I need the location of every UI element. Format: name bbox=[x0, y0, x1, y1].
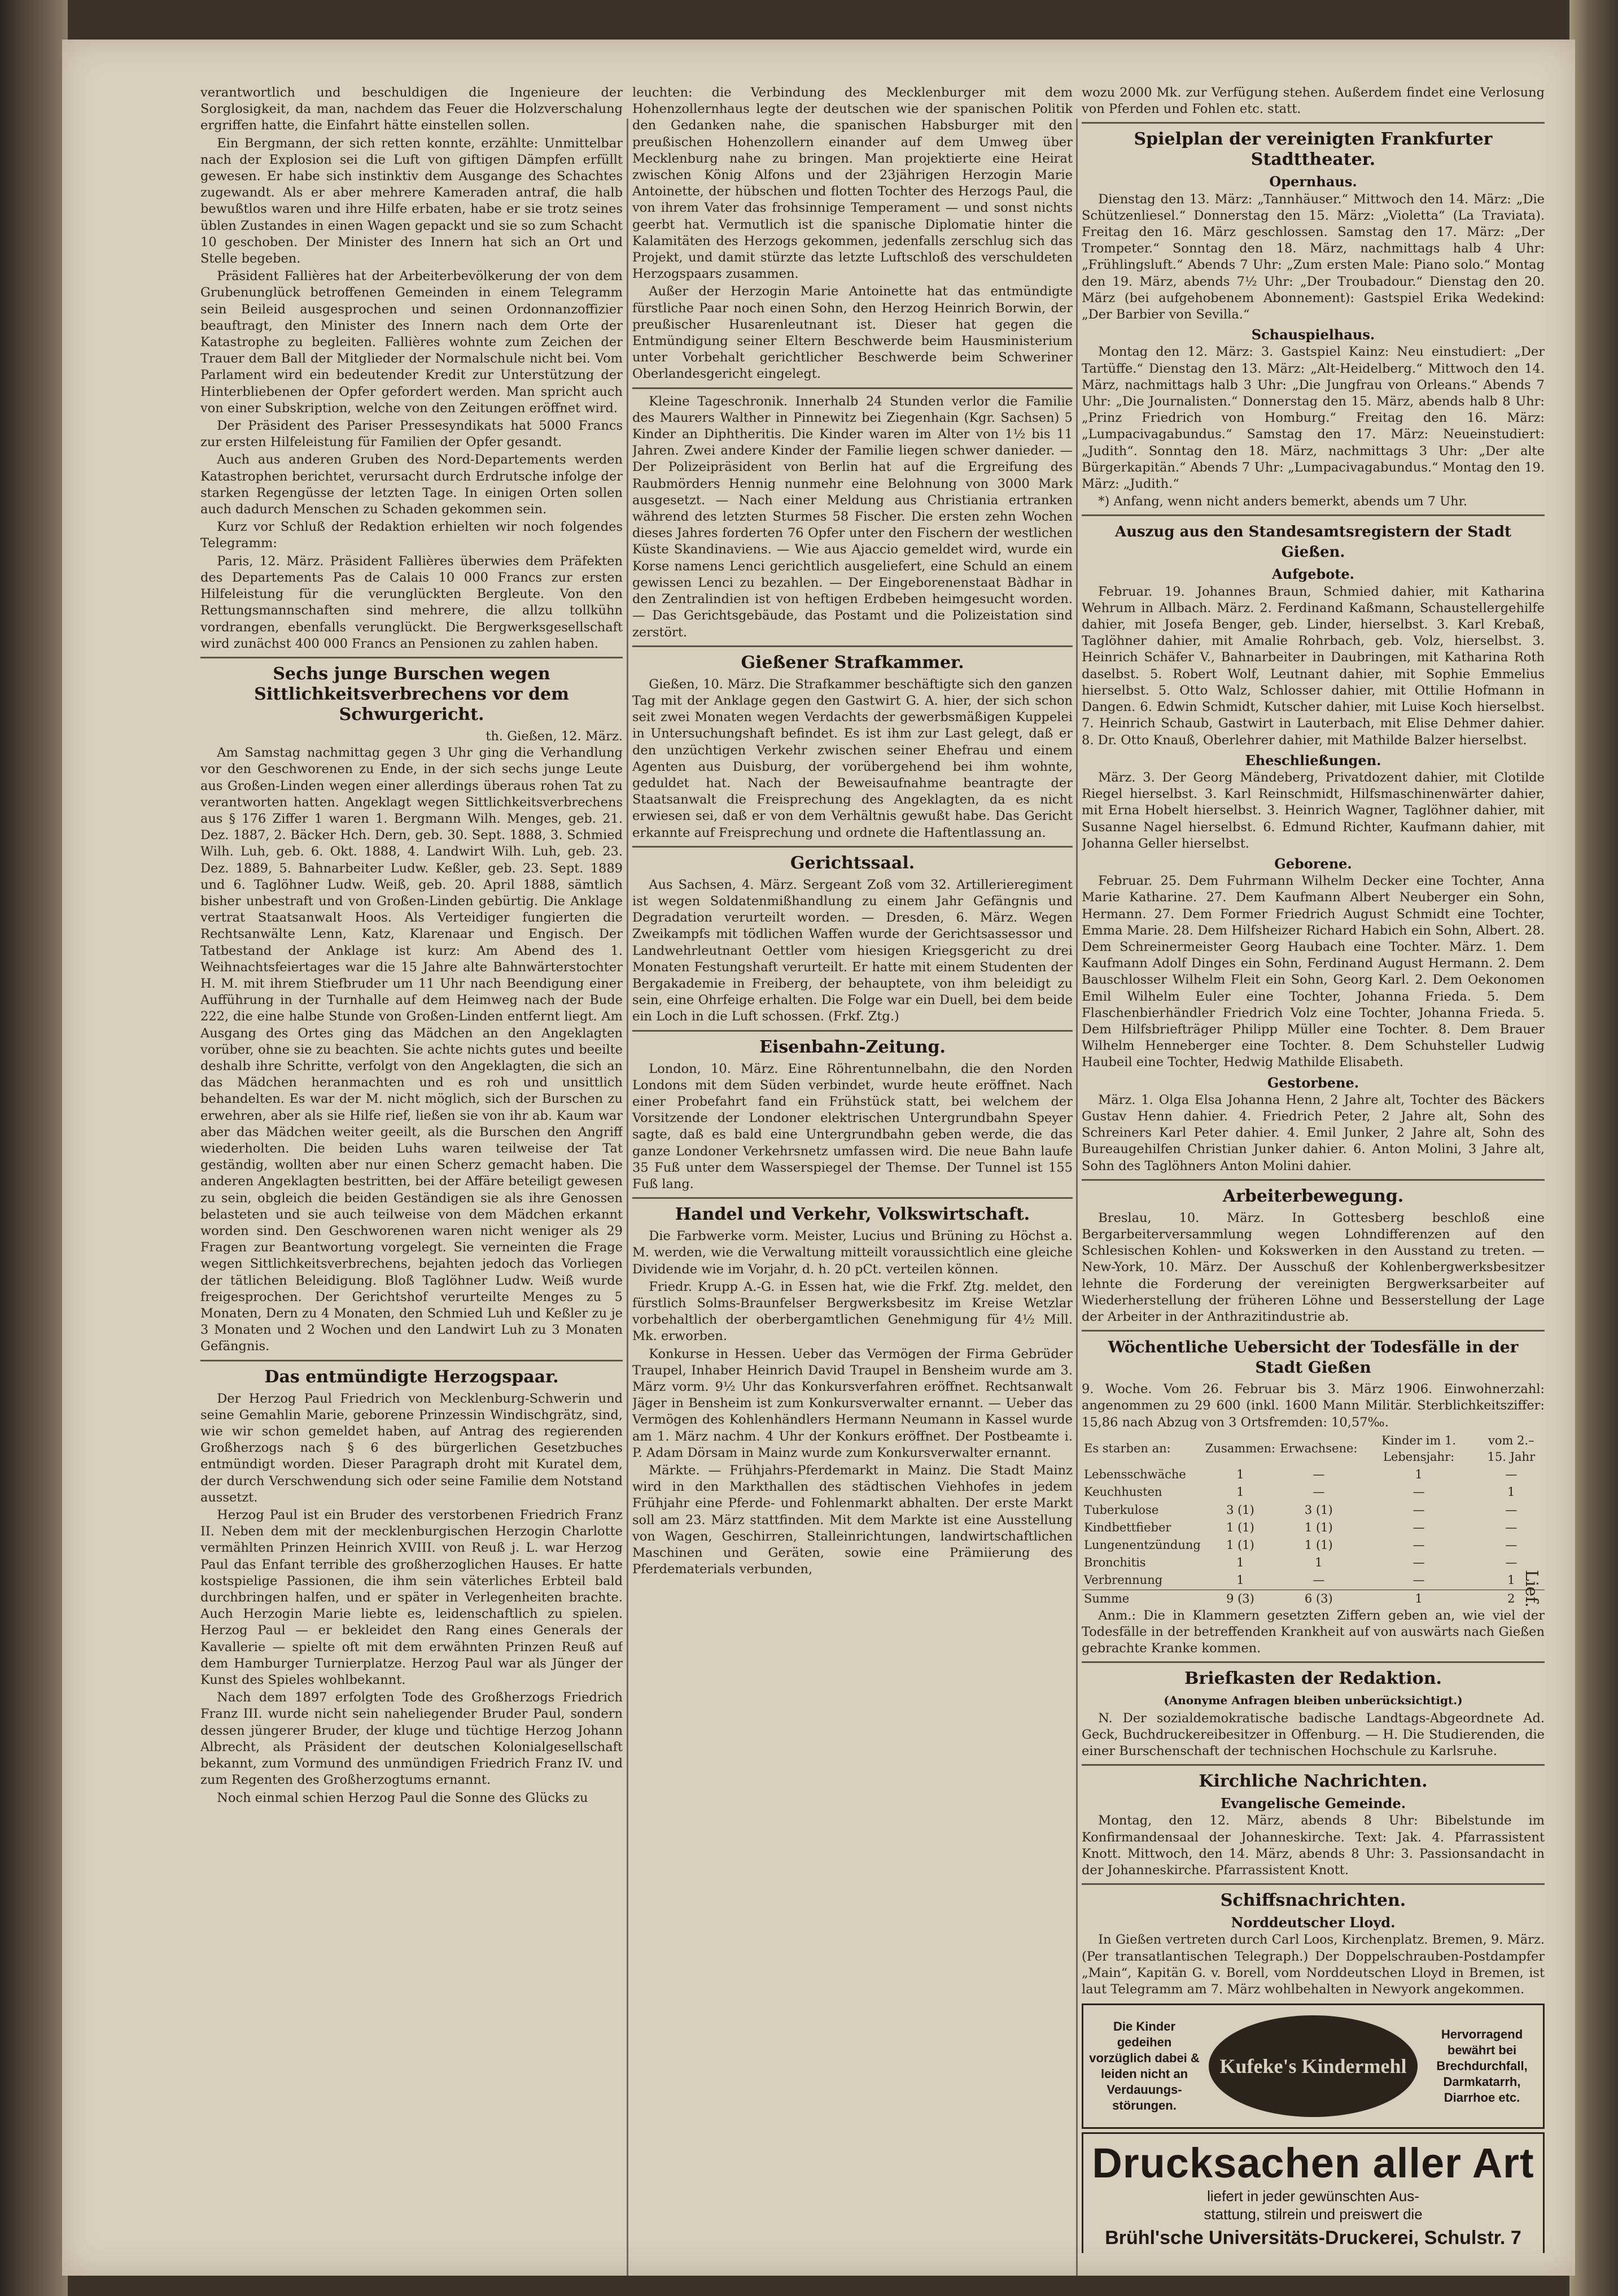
article-paragraph: Friedr. Krupp A.-G. in Essen hat, wie die Frkf. Ztg. meldet, den fürstlich Solms-Braunfelser Bergwerksbesitz im Kreise Wetzlar vorbehaltlich der oberbergamtlichen Genehmigung für 4½ Mill. Mk. erworben. bbox=[632, 1279, 1073, 1344]
table-note: Anm.: Die in Klammern gesetzten Ziffern geben an, wie viel der Todesfälle in der betreffenden Krankheit auf von auswärts nach Gießen gebrachte Kranke kommen. bbox=[1082, 1608, 1545, 1656]
table-header-cell: Kinder im 1. Lebensjahr: bbox=[1381, 1433, 1457, 1464]
section-rule bbox=[632, 846, 1073, 848]
article-paragraph: Aus Sachsen, 4. März. Sergeant Zoß vom 32. Artillerieregiment ist wegen Soldatenmißhandlung zu einem Jahr Gefängnis und Degradation verurteilt worden. — Dresden, 6. März. Wegen Zweikampfs mit tödlichen Waffen wurde der Gerichtsassessor und Landwehrleutnant Oettler vom hiesigen Kriegsgericht zu drei Monaten Festungshaft verurteilt. Er hatte mit einem Studenten der Bergakademie in Freiberg, der behauptete, von ihm beleidigt zu sein, eine Ohrfeige erhalten. Die Folge war ein Duell, bei dem beide ein Loch in die Luft schossen. (Frkf. Ztg.) bbox=[632, 877, 1073, 1024]
section-rule bbox=[632, 1197, 1073, 1199]
section-rule bbox=[1082, 1179, 1545, 1181]
headline-gerichtssaal: Gerichtssaal. bbox=[790, 853, 915, 873]
headline-todesfaelle: Wöchentliche Uebersicht der Todesfälle in der Stadt Gießen bbox=[1108, 1338, 1519, 1377]
table-cell: — bbox=[1413, 1485, 1425, 1499]
subhead-aufgebote: Aufgebote. bbox=[1272, 566, 1354, 583]
section-rule bbox=[1082, 1330, 1545, 1332]
article-paragraph: Ein Bergmann, der sich retten konnte, erzählte: Unmittelbar nach der Explosion sei die Luft von giftigen Dämpfen erfüllt gewesen. Er habe sich instinktiv dem Ausgange des Schachtes zugewandt. Als er aber mehrere Kameraden antraf, die halb bewußtlos waren und ihre Hilfe erbaten, habe er sie trotz seines üblen Zustandes in einen Wagen gepackt und sie so zum Schacht 10 geschoben. Der Minister des Innern hat sich an Ort und Stelle begeben. bbox=[200, 136, 623, 267]
todes-intro: 9. Woche. Vom 26. Februar bis 3. März 1906. Einwohnerzahl: angenommen zu 29 600 (inkl. 1600 Mann Militär. Sterblichkeitsziffer: 15,86 nach Abzug von 3 Ortsfremden: 10,57‰. bbox=[1082, 1382, 1545, 1430]
table-cell: 1 bbox=[1236, 1573, 1244, 1587]
article-paragraph: N. Der sozialdemokratische badische Landtags-Abgeordnete Ad. Geck, Buchdruckereibesitzer in Offenburg. — H. Die Studierenden, die einer Burschenschaft der technischen Hochschule zu Karlsruhe. bbox=[1082, 1710, 1545, 1759]
article-paragraph: Auch aus anderen Gruben des Nord-Departements werden Katastrophen berichtet, verursacht durch Erdrutsche infolge der starken Regengüsse der letzten Tage. In einigen Orten sollen auch dadurch Menschen zu Schaden gekommen sein. bbox=[200, 452, 623, 517]
headline-herzogspaar: Das entmündigte Herzogspaar. bbox=[264, 1367, 559, 1387]
table-cell: 1 bbox=[1507, 1573, 1515, 1587]
article-paragraph: Nach dem 1897 erfolgten Tode des Großherzogs Friedrich Franz III. wurde nicht sein naheliegender Bruder Paul, sondern dessen jüngerer Bruder, der kluge und tüchtige Herzog Johann Albrecht, als Präsident der deutschen Kolonialgesellschaft bekannt, zum Vormund des unmündigen Friedrich Franz IV. und zum Regenten des Großherzogtums ernannt. bbox=[200, 1690, 623, 1788]
table-cell: — bbox=[1505, 1468, 1518, 1482]
deaths-table bbox=[1082, 1432, 1545, 1608]
table-header-cell: vom 2.–15. Jahr bbox=[1487, 1433, 1536, 1464]
book-gutter-left bbox=[0, 0, 68, 2296]
table-cell: 1 (1) bbox=[1226, 1520, 1254, 1534]
kufeke-left-text: Die Kinder gedeihen vorzüglich dabei & leiden nicht an Verdauungs-störungen. bbox=[1089, 2019, 1200, 2113]
subhead-eheschliessungen: Eheschließungen. bbox=[1245, 752, 1381, 769]
article-paragraph: Außer der Herzogin Marie Antoinette hat das entmündigte fürstliche Paar noch einen Sohn, den Herzog Heinrich Borwin, der preußischer Husarenleutnant ist. Dieser hat gegen die Entmündigung seiner Eltern Beschwerde beim Hausministerium unter Vorbehalt gerichtlicher Beschwerde beim Schweriner Oberlandesgericht eingelegt. bbox=[632, 284, 1073, 382]
table-header-cell: Erwachsene: bbox=[1280, 1442, 1358, 1456]
section-rule bbox=[1082, 122, 1545, 124]
table-cell: 1 bbox=[1236, 1556, 1244, 1570]
kleine-tageschronik: Kleine Tageschronik. Innerhalb 24 Stunden verlor die Familie des Maurers Walther in Pinnewitz bei Ziegenhain (Kgr. Sachsen) 5 Kinder an Diphtheritis. Die Kinder waren im Alter von 1½ bis 11 Jahren. Zwei andere Kinder der Familie liegen schwer danieder. — Der Polizeipräsident von Berlin hat auf die Ergreifung des Raubmörders Hennig nunmehr eine Belohnung von 3000 Mark ausgesetzt. — Nach einer Meldung aus Christiania ertranken während des letzten Sturmes 58 Fischer. Die ersten zehn Wochen dieses Jahres forderten 76 Opfer unter den Fischern der westlichen Küste Skandinaviens. — Wie aus Ajaccio gemeldet wird, wurde ein Korse namens Lenci gerichtlich ausgeliefert, eine Schuld an einem gewissen Lenci zu bezahlen. — Der Eingeborenenstaat Bàdhar in den Zentralindien ist von heftigen Erdbeben heimgesucht worden. — Das Gerichtsgebäude, das Postamt und die Polizeistation sind zerstört. bbox=[632, 394, 1073, 640]
section-rule bbox=[1082, 514, 1545, 516]
table-cell: — bbox=[1313, 1573, 1325, 1587]
column-1 bbox=[200, 85, 623, 2253]
table-cell: — bbox=[1413, 1538, 1425, 1552]
article-paragraph: Montag den 12. März: 3. Gastspiel Kainz: Neu einstudiert: „Der Tartüffe.“ Dienstag den 13. März: „Alt-Heidelberg.“ Mittwoch den 14. März, nachmittags halb 3 Uhr: „Die Jungfrau von Orleans.“ Abends 7 Uhr: „Die Journalisten.“ Donnerstag den 15. März, abends halb 8 Uhr: „Prinz Friedrich von Homburg.“ Freitag den 16. März: „Lumpacivagabundus.“ Samstag den 17. März: Neueinstudiert: „Judith“. Sonntag den 18. März, nachmittags 3 Uhr: „Der alte Bürgerkapitän.“ Abends 7 Uhr: „Lumpacivagabundus.“ Montag den 19. März: „Judith.“ bbox=[1082, 344, 1545, 492]
article-paragraph: Konkurse in Hessen. Ueber das Vermögen der Firma Gebrüder Traupel, Inhaber Heinrich David Traupel in Bensheim wurde am 3. März vorm. 9½ Uhr das Konkursverfahren eröffnet. Rechtsanwalt Jäger in Bensheim ist zum Konkursverwalter ernannt. — Ueber das Vermögen des Kohlenhändlers Hermann Neumann in Kassel wurde am 1. März nachm. 4 Uhr der Konkurs eröffnet. Der Postbeamte i. P. Adam Dörsam in Mainz wurde zum Konkursverwalter ernannt. bbox=[632, 1346, 1073, 1460]
table-cell: 1 bbox=[1415, 1468, 1423, 1482]
table-cell: — bbox=[1413, 1556, 1425, 1570]
table-cell: — bbox=[1413, 1520, 1425, 1534]
article-paragraph: wozu 2000 Mk. zur Verfügung stehen. Außerdem findet eine Verlosung von Pferden und Fohlen etc. statt. bbox=[1082, 85, 1545, 117]
table-cell: Summe bbox=[1084, 1591, 1130, 1605]
section-rule bbox=[632, 1030, 1073, 1032]
table-cell: 1 bbox=[1507, 1485, 1515, 1499]
article-paragraph: Am Samstag nachmittag gegen 3 Uhr ging die Verhandlung vor den Geschworenen zu Ende, in der sich sechs junge Leute aus Großen-Linden wegen einer allerdings überaus rohen Tat zu verantworten hatten. Angeklagt wegen Sittlichkeitsverbrechens aus § 176 Ziffer 1 waren 1. Bergmann Wilh. Menges, geb. 21. Dez. 1887, 2. Bäcker Hch. Dern, geb. 30. Sept. 1888, 3. Schmied Wilh. Luh, geb. 6. Okt. 1888, 4. Landwirt Wilh. Luh, geb. 23. Dez. 1889, 5. Bahnarbeiter Ludw. Keßler, geb. 23. Sept. 1889 und 6. Taglöhner Ludw. Weiß, geb. 20. April 1888, sämtlich bisher unbestraft und von Großen-Linden gebürtig. Die Anklage vertrat Staatsanwalt Hoos. Als Verteidiger fungierten die Rechtsanwälte Lenn, Katz, Klarenaar und Engisch. Der Tatbestand der Anklage ist kurz: Am Abend des 1. Weihnachtsfeiertages war die 15 Jahre alte Bahnwärterstochter H. M. mit ihrem Stiefbruder um 11 Uhr nach Beendigung einer Aufführung in der Turnhalle auf dem Heimweg nach der Bude 222, die eine halbe Stunde von Großen-Linden entfernt liegt. Am Ausgang des Ortes ging das Mädchen an den Angeklagten vorüber, ohne sie zu beachten. Sie achte nichts gutes und beeilte deshalb ihre Schritte, verfolgt von den Angeklagten, die sich an das Mädchen heranmachten und es roh und unsittlich behandelten. Es war der M. nicht möglich, sich der Burschen zu erwehren, aber als sie Hilfe rief, ließen sie von ihr ab. Kaum war aber das Mädchen weiter geeilt, als die Burschen den Angriff wiederholten. Die beiden Luhs waren teilweise der Tat geständig, wollten aber nur einen Scherz gemacht haben. Die anderen Angeklagten bestritten, bei der Affäre beteiligt gewesen zu sein, obgleich die beiden Geständigen sie als ihre Genossen belasteten und sie auch teilweise von dem Mädchen erkannt worden sind. Den Geschworenen waren nicht weniger als 29 Fragen zur Beantwortung vorgelegt. Sie verneinten die Frage wegen Sittlichkeitsverbrechens, bejahten jedoch das Vorliegen der tätlichen Beleidigung. Bloß Taglöhner Ludw. Weiß wurde freigesprochen. Der Gerichtshof verurteilte Menges zu 5 Monaten, Dern zu 4 Monaten, den Schmied Luh und Keßler zu je 3 Monaten und 2 Wochen und den Landwirt Luh zu 3 Monaten Gefängnis. bbox=[200, 745, 623, 1354]
newspaper-sheet bbox=[62, 40, 1575, 2276]
article-paragraph: März. 3. Der Georg Mändeberg, Privatdozent dahier, mit Clotilde Riegel hierselbst. 3. Karl Reinschmidt, Hilfsmaschinenwärter dahier, mit Erna Hobelt hierselbst. 3. Heinrich Wagner, Taglöhner dahier, mit Susanne Nagel hierselbst. 6. Edmund Richter, Kaufmann dahier, mit Johanna Geller hierselbst. bbox=[1082, 770, 1545, 851]
subhead-schauspielhaus: Schauspielhaus. bbox=[1251, 326, 1375, 343]
table-row bbox=[1082, 1519, 1545, 1537]
table-cell: 3 (1) bbox=[1226, 1503, 1254, 1517]
column-2 bbox=[632, 85, 1073, 2253]
article-paragraph: Dienstag den 13. März: „Tannhäuser.“ Mittwoch den 14. März: „Die Schützenliesel.“ Donnerstag den 15. März: „Violetta“ (La Traviata). Freitag den 16. März geschlossen. Samstag den 17. März: „Der Trompeter.“ Sonntag den 18. März, nachmittags halb 4 Uhr: „Frühlingsluft.“ Abends 7 Uhr: „Zum ersten Male: Piano solo.“ Montag den 19. März, abends 7½ Uhr: „Der Troubadour.“ Dienstag den 20. März (bei aufgehobenem Abonnement): Gastspiel Erika Wedekind: „Der Barbier von Sevilla.“ bbox=[1082, 191, 1545, 322]
article-paragraph: Gießen, 10. März. Die Strafkammer beschäftigte sich den ganzen Tag mit der Anklage gegen den Gastwirt G. A. hier, der sich schon seit zwei Monaten wegen Verdachts der gewerbsmäßigen Kuppelei in Untersuchungshaft befindet. Es ist ihm zur Last gelegt, daß er den unzüchtigen Verkehr zwischen seiner Ehefrau und einem Agenten aus Duisburg, der vorübergehend bei ihm wohnte, geduldet hat. Nach der Beweisaufnahme beantragte der Staatsanwalt die Freisprechung des Angeklagten, da es nicht erwiesen sei, daß er von dem Verhältnis gewußt habe. Das Gericht erkannte auf Freisprechung und ordnete die Haftentlassung an. bbox=[632, 676, 1073, 840]
table-cell: — bbox=[1505, 1556, 1518, 1570]
headline-eisenbahn: Eisenbahn-Zeitung. bbox=[759, 1037, 946, 1057]
table-cell: 1 bbox=[1315, 1556, 1323, 1570]
subhead-briefkasten: (Anonyme Anfragen bleiben unberücksichtigt.) bbox=[1164, 1693, 1463, 1708]
book-edge-right bbox=[1569, 0, 1618, 2296]
article-paragraph: Der Präsident des Pariser Pressesyndikats hat 5000 Francs zur ersten Hilfeleistung für Familien der Opfer gesandt. bbox=[200, 418, 623, 450]
table-row bbox=[1082, 1501, 1545, 1519]
table-sum-row bbox=[1082, 1590, 1545, 1608]
table-cell: — bbox=[1313, 1468, 1325, 1482]
column-divider-1 bbox=[627, 119, 628, 2281]
article-paragraph: leuchten: die Verbindung des Mecklenburger mit dem Hohenzollernhaus legte der deutschen wie der spanischen Politik den Gedanken nahe, die spanischen Habsburger mit den preußischen Hohenzollern einander auf dem Umweg über Mecklenburg nahe zu bringen. Man projektierte eine Heirat zwischen König Alfons und der 23jährigen Herzogin Marie Antoinette, der hübschen und flotten Tochter des Herzogs Paul, die von ihrem Vater das frohsinnige Temperament — und sonst nichts geerbt hat. Vermutlich ist die spanische Diplomatie hinter die Kalamitäten des Herzogs gekommen, jedenfalls zerschlug sich das Projekt, und damit stürzte das letzte Luftschloß des verschuldeten Herzogspaars zusammen. bbox=[632, 85, 1073, 282]
article-paragraph: Märkte. — Frühjahrs-Pferdemarkt in Mainz. Die Stadt Mainz wird in den Markthallen des städtischen Viehhofes in jedem Frühjahr eine Pferde- und Fohlenmarkt abhalten. Der erste Markt soll am 23. März stattfinden. Mit dem Markte ist eine Ausstellung von Wagen, Geschirren, Stalleinrichtungen, landwirtschaftlichen Maschinen und Geräten, sowie eine Prämiierung des Pferdematerials verbunden, bbox=[632, 1463, 1073, 1577]
section-rule bbox=[1082, 1883, 1545, 1885]
druckerei-title: Drucksachen aller Art bbox=[1092, 2140, 1534, 2187]
kufeke-right-text: Hervorragend bewährt bei Brechdurchfall, Darmkatarrh, Diarrhoe etc. bbox=[1436, 2027, 1528, 2105]
intro-paragraph: verantwortlich und beschuldigen die Ingenieure der Sorglosigkeit, da man, nachdem das Feuer die Holzverschalung ergriffen hatte, die Einfahrt hätte einstellen sollen. bbox=[200, 85, 623, 133]
table-cell: — bbox=[1413, 1503, 1425, 1517]
druckerei-line: liefert in jeder gewünschten Aus- bbox=[1207, 2188, 1419, 2205]
table-cell: 1 bbox=[1236, 1468, 1244, 1482]
table-header-cell: Zusammen: bbox=[1205, 1442, 1276, 1456]
headline-sechs-burschen: Sechs junge Burschen wegen Sittlichkeitsverbrechens vor dem Schwurgericht. bbox=[254, 664, 569, 724]
article-paragraph: Paris, 12. März. Präsident Fallières überwies dem Präfekten des Departements Pas de Calais 10 000 Francs zur ersten Hilfeleistung für die verunglückten Bergleute. Von den Rettungsmannschaften sind mehrere, die allzu tollkühn vordrangen, ebenfalls verunglückt. Die Bergwerksgesellschaft wird zunächst 400 000 Francs an Pensionen zu zahlen haben. bbox=[200, 553, 623, 651]
table-cell: Lebensschwäche bbox=[1084, 1468, 1186, 1482]
subhead-geborene: Geborene. bbox=[1274, 855, 1352, 872]
subhead-kirchliche: Evangelische Gemeinde. bbox=[1220, 1795, 1406, 1812]
table-row bbox=[1082, 1537, 1545, 1554]
table-row bbox=[1082, 1466, 1545, 1483]
table-cell: 1 bbox=[1415, 1591, 1423, 1605]
subhead-gestorbene: Gestorbene. bbox=[1267, 1074, 1359, 1091]
table-cell: 1 bbox=[1236, 1485, 1244, 1499]
table-cell: Lungenentzündung bbox=[1084, 1538, 1201, 1552]
table-row bbox=[1082, 1572, 1545, 1590]
table-cell: 9 (3) bbox=[1226, 1591, 1254, 1605]
article-paragraph: Montag, den 12. März, abends 8 Uhr: Bibelstunde im Konfirmandensaal der Johanneskirche. Text: Jak. 4. Pfarrassistent Knott. Mittwoch, den 14. März, abends 8 Uhr: 3. Passionsandacht in der Johanneskirche. Pfarrassistent Knott. bbox=[1082, 1813, 1545, 1878]
margin-mark: Lief. bbox=[1521, 1570, 1541, 1608]
headline-handel: Handel und Verkehr, Volkswirtschaft. bbox=[675, 1204, 1030, 1225]
article-paragraph: Der Herzog Paul Friedrich von Mecklenburg-Schwerin und seine Gemahlin Marie, geborene Prinzessin Windischgrätz, sind, wie wir schon gemeldet haben, auf Antrag des regierenden Großherzogs nach § 6 des bürgerlichen Gesetzbuches entmündigt worden. Dieser Paragraph droht mit Kuratel dem, der durch Verschwendung sich oder seine Familie dem Notstand aussetzt. bbox=[200, 1391, 623, 1505]
headline-schiffsnachrichten: Schiffsnachrichten. bbox=[1220, 1891, 1406, 1911]
table-cell: 6 (3) bbox=[1304, 1591, 1333, 1605]
subhead-lloyd: Norddeutscher Lloyd. bbox=[1231, 1914, 1396, 1931]
table-cell: 1 (1) bbox=[1304, 1520, 1333, 1534]
headline-strafkammer: Gießener Strafkammer. bbox=[741, 652, 964, 673]
headline-briefkasten: Briefkasten der Redaktion. bbox=[1184, 1669, 1442, 1689]
article-paragraph: Herzog Paul ist ein Bruder des verstorbenen Friedrich Franz II. Neben dem mit der mecklenburgischen Herzogin Charlotte vermählten Prinzen Heinrich XVIII. von Reuß j. L. war Herzog Paul das Enfant terrible des großherzoglichen Hauses. Er hatte kostspielige Passionen, die ihm sein väterliches Erbteil bald durchbringen halfen, und er später in Verlegenheiten brachte. Auch Herzogin Marie liebte es, leidenschaftlich zu spielen. Herzog Paul — er bekleidet den Rang eines Generals der Kavallerie — spielte oft mit dem erwähnten Prinzen Reuß auf dem Hamburger Turnierplatze. Herzog Paul war als Jünger der Kunst des Spieles wohlbekannt. bbox=[200, 1508, 623, 1688]
headline-arbeiterbewegung: Arbeiterbewegung. bbox=[1222, 1186, 1404, 1206]
article-paragraph: Die Farbwerke vorm. Meister, Lucius und Brüning zu Höchst a. M. werden, wie die Verwaltung mitteilt voraussichtlich eine gleiche Dividende wie im Vorjahr, d. h. 20 pCt. verteilen können. bbox=[632, 1229, 1073, 1277]
table-header-row bbox=[1082, 1432, 1545, 1466]
table-cell: 1 (1) bbox=[1226, 1538, 1254, 1552]
table-cell: 1 (1) bbox=[1304, 1538, 1333, 1552]
footnote: *) Anfang, wenn nicht anders bemerkt, abends um 7 Uhr. bbox=[1098, 494, 1468, 509]
article-paragraph: Präsident Fallières hat der Arbeiterbevölkerung der von dem Grubenunglück betroffenen Gemeinden in einem Telegramm sein Beileid ausgesprochen und seinen Ordonnanzoffizier beauftragt, den Minister des Innern nach dem Orte der Katastrophe zu begleiten. Fallières wohnte zum Zeichen der Trauer dem Ball der Mitglieder der Normalschule nicht bei. Vom Parlament wird ein bedeutender Kredit zur Unterstützung der Hinterbliebenen der Opfer gefordert werden. Man spricht auch von einer Subskription, welche von den Zeitungen eröffnet wird. bbox=[200, 269, 623, 416]
kufeke-brand-emblem: Kufeke's Kindermehl bbox=[1209, 2015, 1418, 2117]
druckerei-footer: Brühl'sche Universitäts-Druckerei, Schulstr. 7 bbox=[1105, 2227, 1521, 2249]
article-paragraph: London, 10. März. Eine Röhrentunnelbahn, die den Norden Londons mit dem Süden verbindet, wurde heute eröffnet. Nach einer Probefahrt fand ein Frühstück statt, bei welchem der Vorsitzende der Londoner elektrischen Untergrundbahn Speyer sagte, daß es bald eine Untergrundbahn geben werde, die das ganze Londoner Verkehrsnetz umfassen wird. Die neue Bahn laufe 35 Fuß unter dem Wasserspiegel der Themse. Der Tunnel ist 155 Fuß lang. bbox=[632, 1061, 1073, 1191]
subhead-opernhaus: Opernhaus. bbox=[1269, 173, 1357, 190]
article-paragraph: Noch einmal schien Herzog Paul die Sonne des Glücks zu bbox=[217, 1790, 588, 1805]
table-cell: — bbox=[1505, 1520, 1518, 1534]
article-paragraph: Februar. 19. Johannes Braun, Schmied dahier, mit Katharina Wehrum in Allbach. März. 2. Ferdinand Kaßmann, Schaustellergehilfe dahier, mit Josefa Benger, geb. Linder, hierselbst. 3. Karl Krebaß, Taglöhner dahier, mit Amalie Rohrbach, geb. Volz, hierselbst. 3. Heinrich Schäfer V., Bahnarbeiter in Daubringen, mit Katharina Roth daselbst. 5. Robert Wolf, Leutnant dahier, mit Sophie Emmelius hierselbst. 5. Otto Walz, Schlosser dahier, mit Ottilie Hofmann in Dangen. 6. Edwin Schmidt, Kutscher dahier, mit Luise Koch hierselbst. 7. Heinrich Schaub, Gastwirt in Lauterbach, mit Elise Dehmer dahier. 8. Dr. Otto Knauß, Oberlehrer dahier, mit Mathilde Balzer hierselbst. bbox=[1082, 584, 1545, 748]
table-cell: Tuberkulose bbox=[1084, 1503, 1159, 1517]
headline-standesamt: Auszug aus den Standesamtsregistern der Stadt Gießen. bbox=[1114, 523, 1512, 561]
section-rule bbox=[632, 387, 1073, 389]
table-cell: — bbox=[1313, 1485, 1325, 1499]
column-3 bbox=[1082, 85, 1545, 2253]
table-cell: 3 (1) bbox=[1304, 1503, 1333, 1517]
table-cell: 2 bbox=[1507, 1591, 1515, 1605]
druckerei-line: stattung, stilrein und preiswert die bbox=[1204, 2206, 1423, 2223]
kufeke-advertisement bbox=[1082, 2003, 1545, 2129]
table-row bbox=[1082, 1483, 1545, 1501]
section-rule bbox=[632, 645, 1073, 647]
table-cell: Keuchhusten bbox=[1084, 1485, 1162, 1499]
article-paragraph: März. 1. Olga Elsa Johanna Henn, 2 Jahre alt, Tochter des Bäckers Gustav Henn dahier. 4. Friedrich Peter, 2 Jahre alt, Sohn des Schreiners Karl Peter dahier. 4. Emil Junker, 2 Jahre alt, Sohn des Bureaugehilfen Christian Junker dahier. 6. Anton Molini, 3 Jahre alt, Sohn des Taglöhners Anton Molini dahier. bbox=[1082, 1092, 1545, 1173]
column-divider-2 bbox=[1076, 119, 1078, 2281]
table-cell: Kindbettfieber bbox=[1084, 1520, 1171, 1534]
section-rule bbox=[1082, 1764, 1545, 1766]
druckerei-advertisement bbox=[1082, 2132, 1545, 2253]
table-cell: Bronchitis bbox=[1084, 1556, 1146, 1570]
table-row bbox=[1082, 1554, 1545, 1572]
headline-kirchliche: Kirchliche Nachrichten. bbox=[1199, 1771, 1428, 1792]
dateline: th. Gießen, 12. März. bbox=[486, 728, 623, 744]
table-cell: Verbrennung bbox=[1084, 1573, 1163, 1587]
table-cell: — bbox=[1413, 1573, 1425, 1587]
section-rule bbox=[1082, 1661, 1545, 1663]
headline-spielplan: Spielplan der vereinigten Frankfurter Stadttheater. bbox=[1134, 129, 1493, 170]
table-cell: — bbox=[1505, 1538, 1518, 1552]
article-paragraph: In Gießen vertreten durch Carl Loos, Kirchenplatz. Bremen, 9. März. (Per transatlantischen Telegraph.) Der Doppelschrauben-Postdampfer „Main“, Kapitän G. v. Borell, vom Norddeutschen Lloyd in Bremen, ist laut Telegramm am 7. März wohlbehalten in Newyork angekommen. bbox=[1082, 1932, 1545, 1997]
section-rule bbox=[200, 657, 623, 658]
table-cell: — bbox=[1505, 1503, 1518, 1517]
article-paragraph: Breslau, 10. März. In Gottesberg beschloß eine Bergarbeiterversammlung wegen Lohndifferenzen auf den Schlesischen Kohlen- und Kokswerken in den Ausstand zu treten. — New-York, 10. März. Der Ausschuß der Kohlenbergwerksbesitzer lehnte die Forderung der vereinigten Bergwerksarbeiter auf Wiederherstellung der früheren Löhne und Besserstellung der Lage der Arbeiter in der Anthrazitindustrie ab. bbox=[1082, 1210, 1545, 1324]
article-paragraph: Kurz vor Schluß der Redaktion erhielten wir noch folgendes Telegramm: bbox=[200, 520, 623, 551]
section-rule bbox=[200, 1360, 623, 1361]
article-paragraph: Februar. 25. Dem Fuhrmann Wilhelm Decker eine Tochter, Anna Marie Katharine. 27. Dem Kaufmann Albert Neuberger ein Sohn, Hermann. 27. Dem Former Friedrich August Schmidt eine Tochter, Emma Marie. 28. Dem Hilfsheizer Richard Habich ein Sohn, Albert. 28. Dem Schreinermeister Georg Haubach eine Tochter. März. 1. Dem Kaufmann Adolf Dinges ein Sohn, Ferdinand August Hermann. 2. Dem Bauschlosser Wilhelm Fleit ein Sohn, Georg Karl. 2. Dem Oekonomen Emil Wilhelm Euler eine Tochter, Johanna Frieda. 5. Dem Flaschenbierhändler Friedrich Volz eine Tochter, Johanna Frieda. 5. Dem Hilfsbriefträger Philipp Müller eine Tochter. 8. Dem Brauer Wilhelm Henneberger eine Tochter. 8. Dem Schuhsteller Ludwig Haubeil eine Tochter, Hedwig Mathilde Elisabeth. bbox=[1082, 874, 1545, 1070]
table-header-cell: Es starben an: bbox=[1084, 1442, 1171, 1456]
